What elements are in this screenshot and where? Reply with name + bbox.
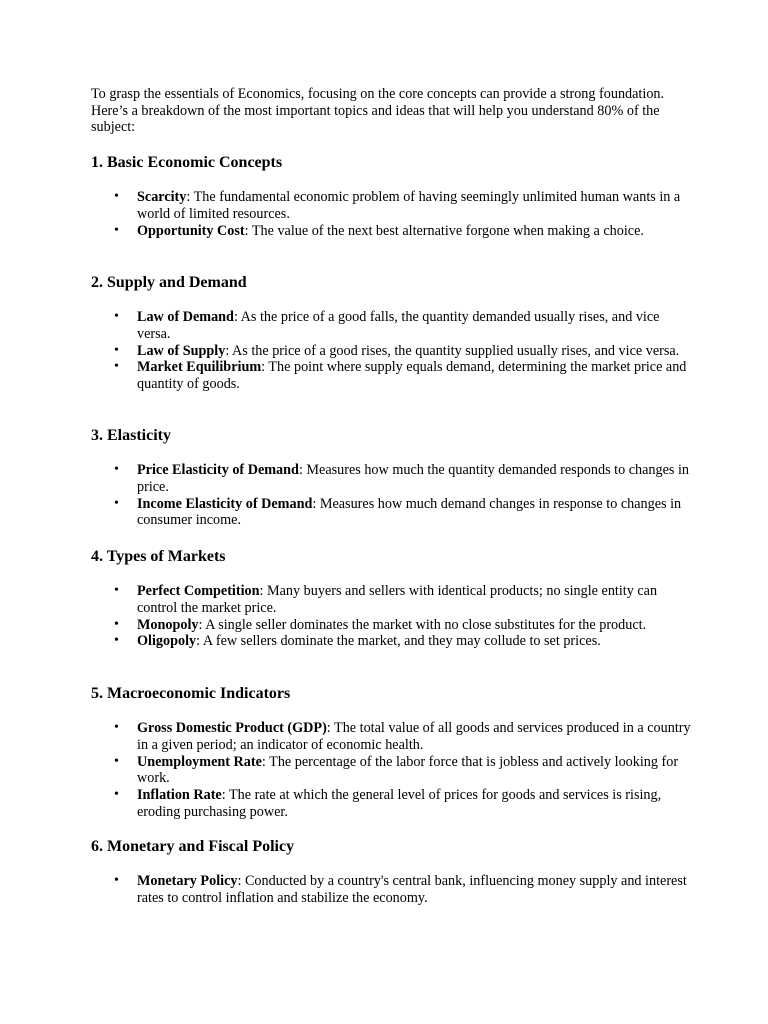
bullet-list xyxy=(91,583,691,650)
term: Income Elasticity of Demand xyxy=(137,495,313,512)
definition: : Many buyers and sellers with identical products; no single entity can control the market price. xyxy=(137,583,658,616)
bullet-list xyxy=(91,873,691,907)
section-heading: 3. Elasticity xyxy=(91,427,171,444)
bullet-icon: • xyxy=(114,189,119,204)
definition: : A single seller dominates the market with no close substitutes for the product. xyxy=(198,616,647,633)
definition: : Measures how much demand changes in response to changes in consumer income. xyxy=(137,495,682,529)
section-heading: 4. Types of Markets xyxy=(91,548,226,565)
bullet-list xyxy=(91,720,691,821)
definition: : The fundamental economic problem of having seemingly unlimited human wants in a world of limited resources. xyxy=(137,189,681,222)
term: Opportunity Cost xyxy=(137,222,245,239)
list-item xyxy=(91,583,691,617)
definition: : As the price of a good rises, the quantity supplied usually rises, and vice versa. xyxy=(225,342,680,359)
list-item xyxy=(91,873,691,907)
term: Perfect Competition xyxy=(137,583,260,599)
section-heading: 6. Monetary and Fiscal Policy xyxy=(91,838,295,855)
list-item xyxy=(91,754,691,788)
term: Scarcity xyxy=(137,189,187,205)
list-item xyxy=(91,787,691,821)
list-item xyxy=(91,223,691,240)
section-basic-economic-concepts xyxy=(91,153,691,239)
definition: : A few sellers dominate the market, and they may collude to set prices. xyxy=(196,633,601,650)
section-heading: 2. Supply and Demand xyxy=(91,274,247,291)
definition: : The value of the next best alternative forgone when making a choice. xyxy=(244,222,644,239)
definition: : Measures how much the quantity demanded responds to changes in price. xyxy=(137,462,690,495)
bullet-icon: • xyxy=(114,342,119,358)
intro-paragraph: To grasp the essentials of Economics, focusing on the core concepts can provide a strong foundation. Here’s a breakdown of the most important topics and ideas that will help you understand 80% of the subject: xyxy=(91,86,665,136)
bullet-icon: • xyxy=(114,873,119,888)
bullet-icon: • xyxy=(114,753,119,769)
list-item xyxy=(91,359,691,393)
section-elasticity xyxy=(91,426,691,529)
bullet-icon: • xyxy=(114,633,119,649)
term: Price Elasticity of Demand xyxy=(137,462,299,478)
section-monetary-and-fiscal-policy xyxy=(91,837,691,906)
bullet-list xyxy=(91,189,691,239)
section-macroeconomic-indicators xyxy=(91,684,691,820)
term: Inflation Rate xyxy=(137,787,222,804)
term: Unemployment Rate xyxy=(137,753,262,770)
list-item xyxy=(91,617,691,634)
list-item xyxy=(91,462,691,496)
bullet-icon: • xyxy=(114,583,119,598)
term: Law of Demand xyxy=(137,309,234,325)
list-item xyxy=(91,633,691,650)
definition: : The point where supply equals demand, determining the market price and quantity of goods. xyxy=(137,359,687,393)
term: Monetary Policy xyxy=(137,873,238,889)
bullet-list xyxy=(91,309,691,393)
definition: : The percentage of the labor force that is jobless and actively looking for work. xyxy=(137,753,679,787)
definition: : The total value of all goods and services produced in a country in a given period; an indicator of economic health. xyxy=(137,720,691,753)
bullet-icon: • xyxy=(114,309,119,324)
bullet-icon: • xyxy=(114,495,119,511)
term: Market Equilibrium xyxy=(137,359,262,376)
bullet-list xyxy=(91,462,691,529)
bullet-icon: • xyxy=(114,462,119,477)
section-heading: 1. Basic Economic Concepts xyxy=(91,154,283,171)
list-item xyxy=(91,720,691,754)
section-heading: 5. Macroeconomic Indicators xyxy=(91,685,291,702)
term: Oligopoly xyxy=(137,633,197,650)
list-item xyxy=(91,309,691,343)
term: Gross Domestic Product (GDP) xyxy=(137,720,327,736)
section-types-of-markets xyxy=(91,547,691,650)
bullet-icon: • xyxy=(114,616,119,632)
list-item xyxy=(91,496,691,530)
bullet-icon: • xyxy=(114,359,119,375)
bullet-icon: • xyxy=(114,787,119,803)
term: Monopoly xyxy=(137,616,199,633)
bullet-icon: • xyxy=(114,720,119,735)
term: Law of Supply xyxy=(137,342,226,359)
definition: : Conducted by a country's central bank, influencing money supply and interest rates to control inflation and stabilize the economy. xyxy=(137,873,687,906)
definition: : The rate at which the general level of prices for goods and services is rising, eroding purchasing power. xyxy=(137,787,662,820)
list-item xyxy=(91,189,691,223)
bullet-icon: • xyxy=(114,222,119,238)
list-item xyxy=(91,343,691,360)
definition: : As the price of a good falls, the quantity demanded usually rises, and vice versa. xyxy=(137,309,660,342)
section-supply-and-demand xyxy=(91,273,691,393)
